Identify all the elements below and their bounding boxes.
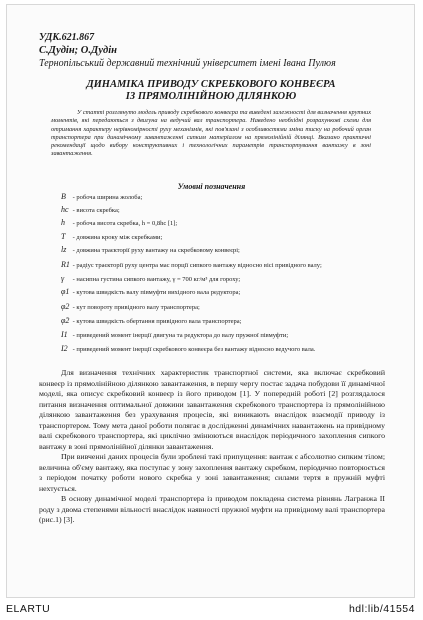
notation-text: - кутова швидкість валу півмуфти вихідного вала редуктора; bbox=[72, 289, 241, 296]
notation-item bbox=[61, 317, 391, 326]
notation-item bbox=[61, 275, 391, 284]
notation-text: - довжина кроку між скребками; bbox=[72, 234, 163, 241]
body-paragraph: При вивченні даних процесів були зроблені такі припущення: вантаж є абсолютно сипким тілом; величина об'єму вантажу, яка поступає у зону захоплення вантажу скребком, періодично повторюється з періодом початку роботи нового скребка у зоні завантаження; силами тертя в пружній муфті нехтується. bbox=[39, 452, 385, 493]
notation-text: - кут повороту привідного валу транспортера; bbox=[72, 304, 200, 311]
authors: С.Дудін; О.Дудін bbox=[39, 45, 117, 56]
notation-text: - радіус траєкторії руху центра мас порції сипкого вантажу відносно вісі привідного валу; bbox=[72, 262, 322, 269]
footer-repository: ELARTU bbox=[6, 603, 51, 615]
footer-handle: hdl:lib/41554 bbox=[348, 603, 415, 615]
abstract: У статті розглянуто модель приводу скребкового конвеєра та виведені залежності для визначення крутних моментів, які передаються з двигуна на ведучий вал транспортера. Наведено необхідні розрахункові схеми для отримання характеру нерівномірності руху механізмів, які пов'язані з особливостями зміни тиску на робочий орган транспортера при динамічному завантаженні сипким матеріалом на прямолінійній ділянці. Вказано практичні рекомендації щодо вибору конструктивних і технологічних параметрів транспортування вантажу в зоні завантаження. bbox=[51, 109, 371, 158]
notation-item bbox=[61, 345, 391, 354]
notation-item bbox=[61, 219, 391, 228]
institution: Тернопільський державний технічний університет імені Івана Пулюя bbox=[39, 58, 336, 69]
notation-symbol: φ̇2 bbox=[61, 316, 70, 325]
notation-symbol: R1 bbox=[61, 260, 70, 269]
notation-text: - висота скребка; bbox=[72, 207, 120, 214]
notation-text: - насипна густина сипкого вантажу, γ = 700 кг/м³ для гороху; bbox=[72, 276, 241, 283]
notation-item bbox=[61, 303, 391, 312]
notation-symbol: lz bbox=[61, 245, 67, 254]
notation-item bbox=[61, 206, 391, 215]
notation-item bbox=[61, 331, 391, 340]
title-line-1: ДИНАМІКА ПРИВОДУ СКРЕБКОВОГО КОНВЕЄРА bbox=[86, 79, 336, 90]
notation-item bbox=[61, 261, 391, 270]
notation-text: - приведений момент інерції двигуна та редуктора до валу пружної півмуфти; bbox=[72, 332, 289, 339]
notation-symbol: I1 bbox=[61, 330, 68, 339]
notation-heading: Умовні позначення bbox=[177, 182, 246, 191]
notation-symbol: hc bbox=[61, 205, 69, 214]
notation-text: - приведений момент інерції скребкового конвеєра без вантажу відносно ведучого вала. bbox=[72, 346, 316, 353]
notation-text: - робоча висота скребка, h = 0,8hc [1]; bbox=[72, 220, 178, 227]
notation-symbol: I2 bbox=[61, 344, 68, 353]
notation-symbol: φ2 bbox=[61, 302, 70, 311]
notation-item bbox=[61, 193, 391, 202]
notation-text: - кутова швидкість обертання привідного вала транспортера; bbox=[72, 318, 242, 325]
udk-code: УДК.621.867 bbox=[39, 32, 95, 43]
notation-symbol: B bbox=[61, 192, 66, 201]
document-page bbox=[6, 4, 415, 598]
notation-symbol: φ1 bbox=[61, 287, 70, 296]
notation-item bbox=[61, 233, 391, 242]
notation-symbol: γ bbox=[61, 274, 65, 283]
footer-bar bbox=[0, 602, 423, 620]
notation-symbol: T bbox=[61, 232, 66, 241]
body-paragraph: В основу динамічної моделі транспортера із приводом покладена система рівнянь Лагранжа II роду з двома степенями вільності внаслідок наявності пружної муфти на привідному валі транспортера (рис.1) [3]. bbox=[39, 494, 385, 524]
body-text bbox=[39, 368, 385, 526]
notation-item bbox=[61, 288, 391, 297]
notation-symbol: h bbox=[61, 218, 65, 227]
title-line-2: ІЗ ПРЯМОЛІНІЙНОЮ ДІЛЯНКОЮ bbox=[125, 91, 297, 102]
notation-text: - довжина траєкторії руху вантажу на скребковому конвеєрі; bbox=[72, 247, 240, 254]
notation-text: - робоча ширина жолоба; bbox=[72, 194, 143, 201]
body-paragraph: Для визначення технічних характеристик транспортної системи, яка включає скребковий конвеєр із прямолінійною ділянкою завантаження, в першу чергу постає задача побудови її динамічної моделі, яка описує скребковий конвеєр із його приводом [1]. У попередній роботі [2] розглядалося питання визначення оптимальної довжини завантаження скребкового транспортера із прямолінійною ділянкою завантаження без урахування процесів, які виникають внаслідок взаємодії приводу із транспортером. Тому мета даної роботи полягає в дослідженні динамічних навантажень на привідному валі скребкового транспортера, які циклічно змінюються внаслідок періодичного захоплення сипкого вантажу в зоні прямолінійної ділянки завантаження. bbox=[39, 368, 385, 451]
notation-item bbox=[61, 246, 391, 255]
